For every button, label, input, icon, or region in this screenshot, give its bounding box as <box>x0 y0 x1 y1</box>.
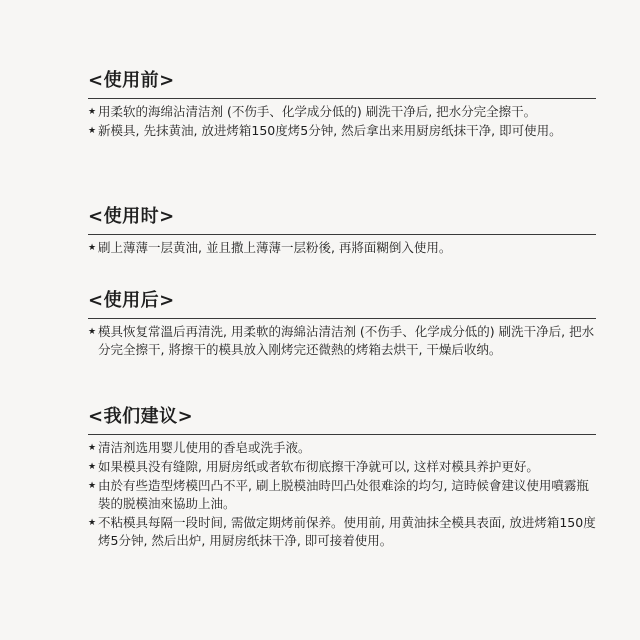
section-before-use <box>88 70 596 141</box>
section-recommendations <box>88 406 596 551</box>
list-item: ★ 模具恢复常溫后再清洗, 用柔軟的海綿沾清洁剂 (不伤手、化学成分低的) 刷洗干净后, 把水分完全擦干, 將擦干的模具放入刚烤完还微熱的烤箱去烘干, 干燥后收纳。 <box>88 324 595 357</box>
section-heading: <我们建议> <box>88 406 194 427</box>
divider <box>88 434 596 435</box>
list-item: ★ 不粘模具每隔一段时间, 需做定期烤前保养。使用前, 用黄油抹全模具表面, 放进烤箱150度烤5分钟, 然后出炉, 用厨房纸抹干净, 即可接着使用。 <box>88 515 596 548</box>
star-bullet-icon: ★ <box>88 481 97 491</box>
list-item: ★ 清洁剂选用婴儿使用的香皂或洗手液。 <box>88 440 311 455</box>
star-bullet-icon: ★ <box>88 107 97 117</box>
divider <box>88 98 596 99</box>
list-item: ★ 由於有些造型烤模凹凸不平, 刷上脱模油時凹凸处很难涂的均匀, 這時候會建议使用噴霧瓶裝的脱模油來協助上油。 <box>88 478 589 511</box>
care-instructions <box>88 0 596 640</box>
star-bullet-icon: ★ <box>88 126 97 136</box>
section-heading: <使用前> <box>88 70 175 91</box>
section-during-use <box>88 206 596 258</box>
section-after-use <box>88 290 596 360</box>
star-bullet-icon: ★ <box>88 327 97 337</box>
star-bullet-icon: ★ <box>88 243 97 253</box>
list-item: ★ 新模具, 先抹黄油, 放进烤箱150度烤5分钟, 然后拿出来用厨房纸抹干净, 即可使用。 <box>88 123 562 138</box>
list-item: ★ 用柔软的海绵沾清洁剂 (不伤手、化学成分低的) 刷洗干净后, 把水分完全擦干。 <box>88 104 537 119</box>
list-item: ★ 如果模具没有缝隙, 用厨房纸或者软布彻底擦干净就可以, 这样对模具养护更好。 <box>88 459 539 474</box>
divider <box>88 318 596 319</box>
star-bullet-icon: ★ <box>88 518 97 528</box>
section-heading: <使用时> <box>88 206 175 227</box>
star-bullet-icon: ★ <box>88 462 97 472</box>
divider <box>88 234 596 235</box>
list-item: ★ 刷上薄薄一层黄油, 並且撒上薄薄一层粉後, 再將面糊倒入使用。 <box>88 240 452 255</box>
star-bullet-icon: ★ <box>88 443 97 453</box>
section-heading: <使用后> <box>88 290 175 311</box>
